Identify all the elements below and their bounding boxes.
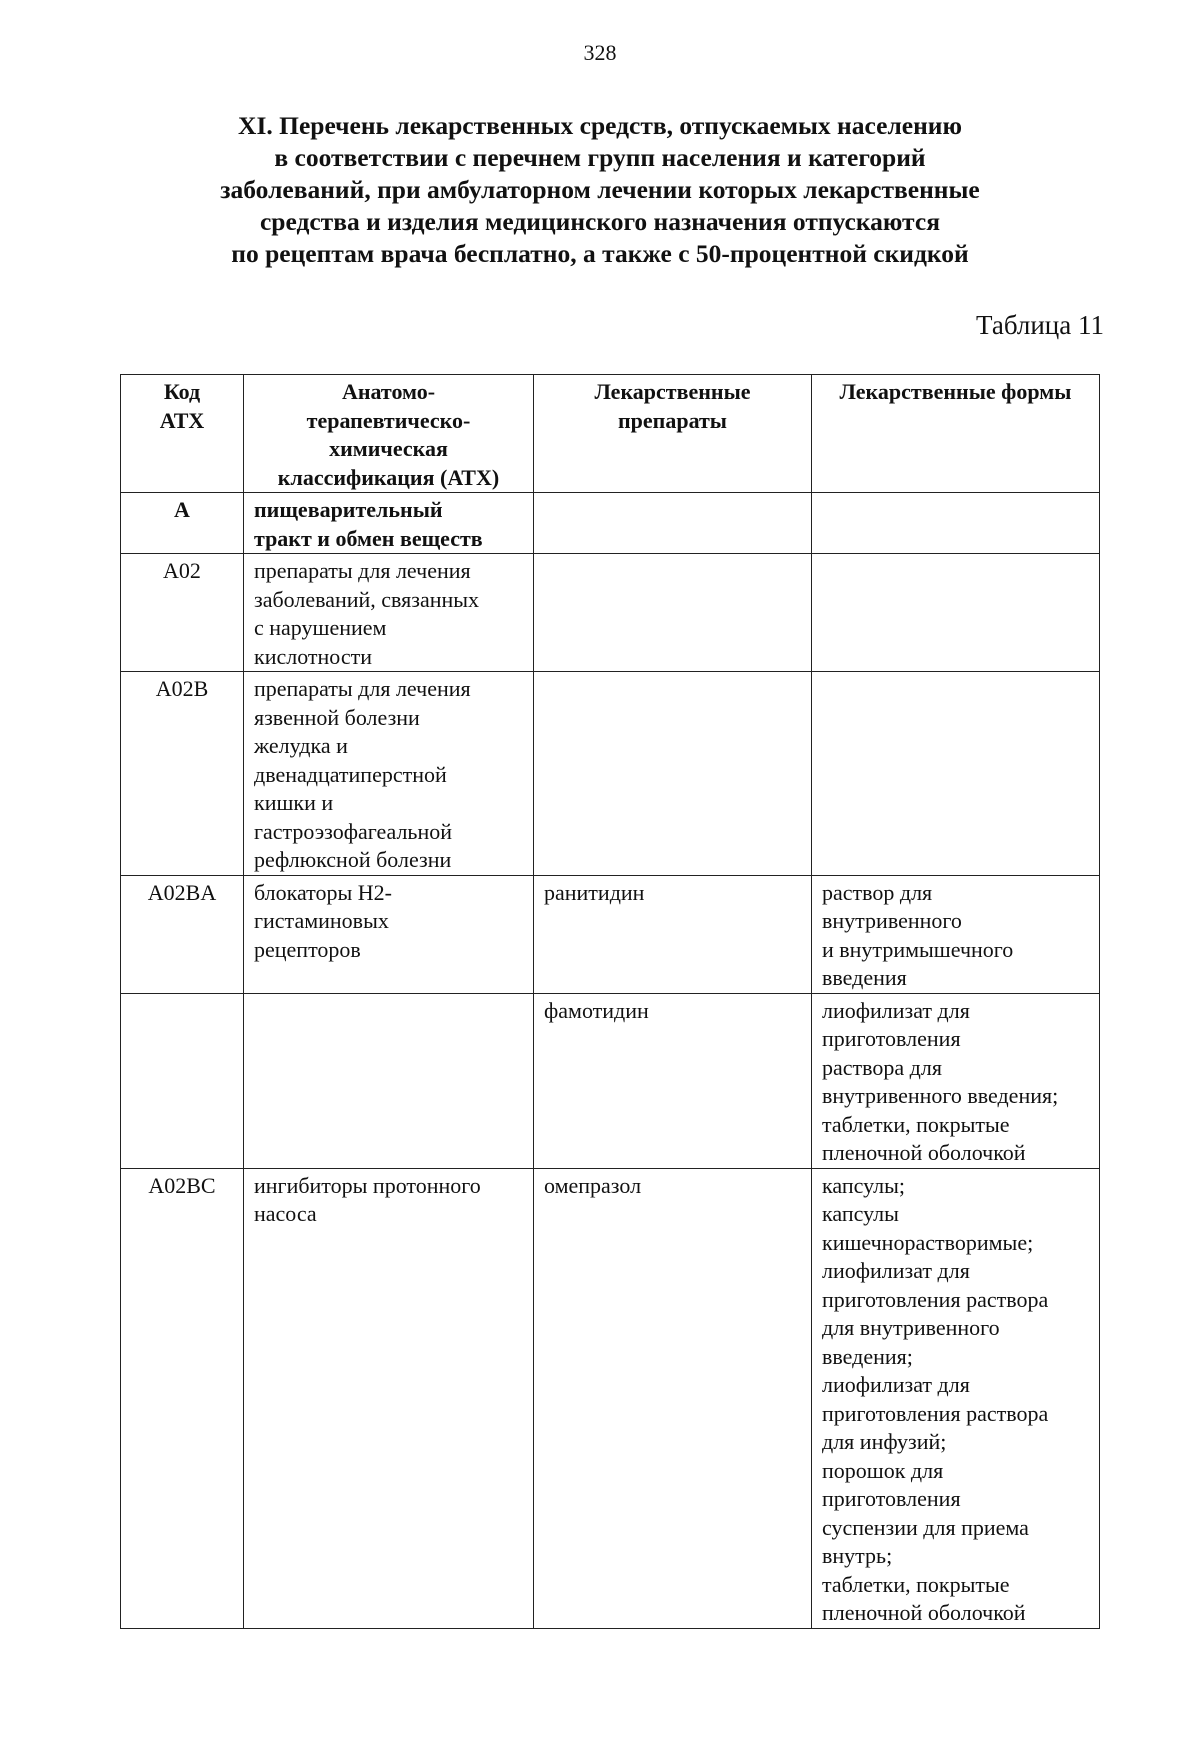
- cell-forms: [812, 875, 1100, 993]
- cell-classification: [244, 993, 534, 1168]
- cell-drug: [534, 875, 812, 993]
- cell-drug: [534, 1168, 812, 1628]
- cell-drug: [534, 493, 812, 554]
- cell-line: таблетки, покрытые: [822, 1571, 1010, 1597]
- cell-line: и внутримышечного: [822, 936, 1014, 962]
- cell-line: пленочной оболочкой: [822, 1600, 1026, 1625]
- table-caption: Таблица 11: [976, 310, 1104, 340]
- cell-line: тракт и обмен веществ: [254, 525, 483, 551]
- section-title-line: заболеваний, при амбулаторном лечении которых лекарственные: [220, 175, 980, 204]
- header-line: Код: [163, 379, 201, 404]
- table-row: [121, 875, 1100, 993]
- cell-line: для инфузий;: [822, 1429, 947, 1454]
- cell-line: лиофилизат для: [822, 1372, 970, 1397]
- cell-line: суспензии для приема: [822, 1514, 1029, 1540]
- table-row: [121, 993, 1100, 1168]
- cell-line: двенадцатиперстной: [254, 761, 447, 787]
- cell-line: приготовления раствора: [822, 1400, 1049, 1426]
- cell-line: приготовления: [822, 1026, 961, 1051]
- cell-line: капсулы;: [822, 1172, 905, 1198]
- cell-forms: [812, 993, 1100, 1168]
- cell-line: с нарушением: [254, 615, 387, 640]
- header-line: Анатомо-: [341, 379, 436, 404]
- cell-line: язвенной болезни: [254, 704, 420, 730]
- cell-forms: [812, 554, 1100, 672]
- table-row: [121, 672, 1100, 876]
- cell-line: кислотности: [254, 643, 373, 669]
- table-row: [121, 1168, 1100, 1628]
- cell-line: раствор для: [822, 879, 933, 905]
- cell-line: внутривенного: [822, 908, 962, 933]
- cell-classification: [244, 554, 534, 672]
- cell-line: пленочной оболочкой: [822, 1140, 1026, 1165]
- cell-line: фамотидин: [544, 997, 649, 1023]
- cell-forms: [812, 493, 1100, 554]
- cell-line: капсулы: [822, 1201, 899, 1226]
- cell-line: пищеварительный: [254, 497, 443, 522]
- cell-line: лиофилизат для: [822, 997, 970, 1023]
- cell-code: [121, 875, 244, 993]
- cell-line: введения;: [822, 1343, 913, 1369]
- table-header: [121, 375, 1100, 493]
- header-line: АТХ: [159, 407, 205, 433]
- cell-line: таблетки, покрытые: [822, 1111, 1010, 1137]
- cell-line: A02B: [155, 676, 209, 701]
- cell-forms: [812, 672, 1100, 876]
- cell-line: гистаминовых: [254, 908, 389, 933]
- section-title-line: XI. Перечень лекарственных средств, отпускаемых населению: [238, 111, 962, 140]
- cell-line: гастроэзофагеальной: [254, 818, 453, 844]
- header-drugs: [534, 375, 812, 493]
- cell-drug: [534, 993, 812, 1168]
- cell-drug: [534, 554, 812, 672]
- cell-line: раствора для: [822, 1054, 942, 1080]
- cell-code: [121, 554, 244, 672]
- header-code: [121, 375, 244, 493]
- cell-line: ингибиторы протонного: [254, 1172, 481, 1198]
- cell-line: внутривенного введения;: [822, 1083, 1059, 1108]
- header-forms: [812, 375, 1100, 493]
- header-line: химическая: [329, 436, 448, 461]
- cell-line: порошок для: [822, 1457, 944, 1483]
- cell-classification: [244, 672, 534, 876]
- cell-line: приготовления: [822, 1486, 961, 1511]
- header-line: Лекарственные формы: [839, 379, 1072, 404]
- cell-line: A02BA: [147, 879, 217, 905]
- cell-line: кишечнорастворимые;: [822, 1229, 1034, 1255]
- cell-forms: [812, 1168, 1100, 1628]
- cell-classification: [244, 1168, 534, 1628]
- cell-line: заболеваний, связанных: [254, 586, 480, 612]
- cell-line: рецепторов: [254, 936, 361, 962]
- section-title-line: в соответствии с перечнем групп населения и категорий: [274, 143, 926, 172]
- page-number: 328: [583, 40, 617, 65]
- cell-line: A02: [163, 558, 201, 583]
- cell-code: [121, 672, 244, 876]
- cell-line: желудка и: [254, 733, 348, 758]
- cell-line: лиофилизат для: [822, 1258, 970, 1283]
- cell-code: [121, 493, 244, 554]
- header-line: Лекарственные: [594, 379, 751, 404]
- header-classification: [244, 375, 534, 493]
- table-body: [121, 493, 1100, 1629]
- cell-line: насоса: [254, 1201, 317, 1226]
- cell-code: [121, 1168, 244, 1628]
- cell-line: ранитидин: [544, 879, 645, 905]
- cell-line: A02BC: [148, 1172, 216, 1198]
- cell-line: препараты для лечения: [254, 558, 471, 583]
- cell-line: препараты для лечения: [254, 676, 471, 701]
- cell-line: рефлюксной болезни: [254, 847, 452, 872]
- header-row: [121, 375, 1100, 493]
- cell-line: A: [174, 497, 190, 522]
- table-row: [121, 554, 1100, 672]
- cell-line: приготовления раствора: [822, 1286, 1049, 1312]
- cell-line: омепразол: [544, 1172, 642, 1198]
- cell-line: блокаторы H2-: [254, 879, 392, 905]
- drug-table: [120, 374, 1100, 1629]
- cell-line: введения: [822, 965, 907, 990]
- cell-line: для внутривенного: [822, 1315, 1000, 1340]
- header-line: классификация (АТХ): [277, 464, 500, 490]
- cell-classification: [244, 875, 534, 993]
- cell-code: [121, 993, 244, 1168]
- header-line: препараты: [617, 407, 727, 433]
- header-line: терапевтическо-: [306, 407, 471, 433]
- cell-line: внутрь;: [822, 1543, 893, 1568]
- section-title-line: средства и изделия медицинского назначения отпускаются: [259, 207, 940, 236]
- cell-drug: [534, 672, 812, 876]
- cell-classification: [244, 493, 534, 554]
- cell-line: кишки и: [254, 790, 334, 815]
- table-row: [121, 493, 1100, 554]
- section-title: [140, 110, 1060, 270]
- section-title-line: по рецептам врача бесплатно, а также с 50-процентной скидкой: [231, 239, 969, 268]
